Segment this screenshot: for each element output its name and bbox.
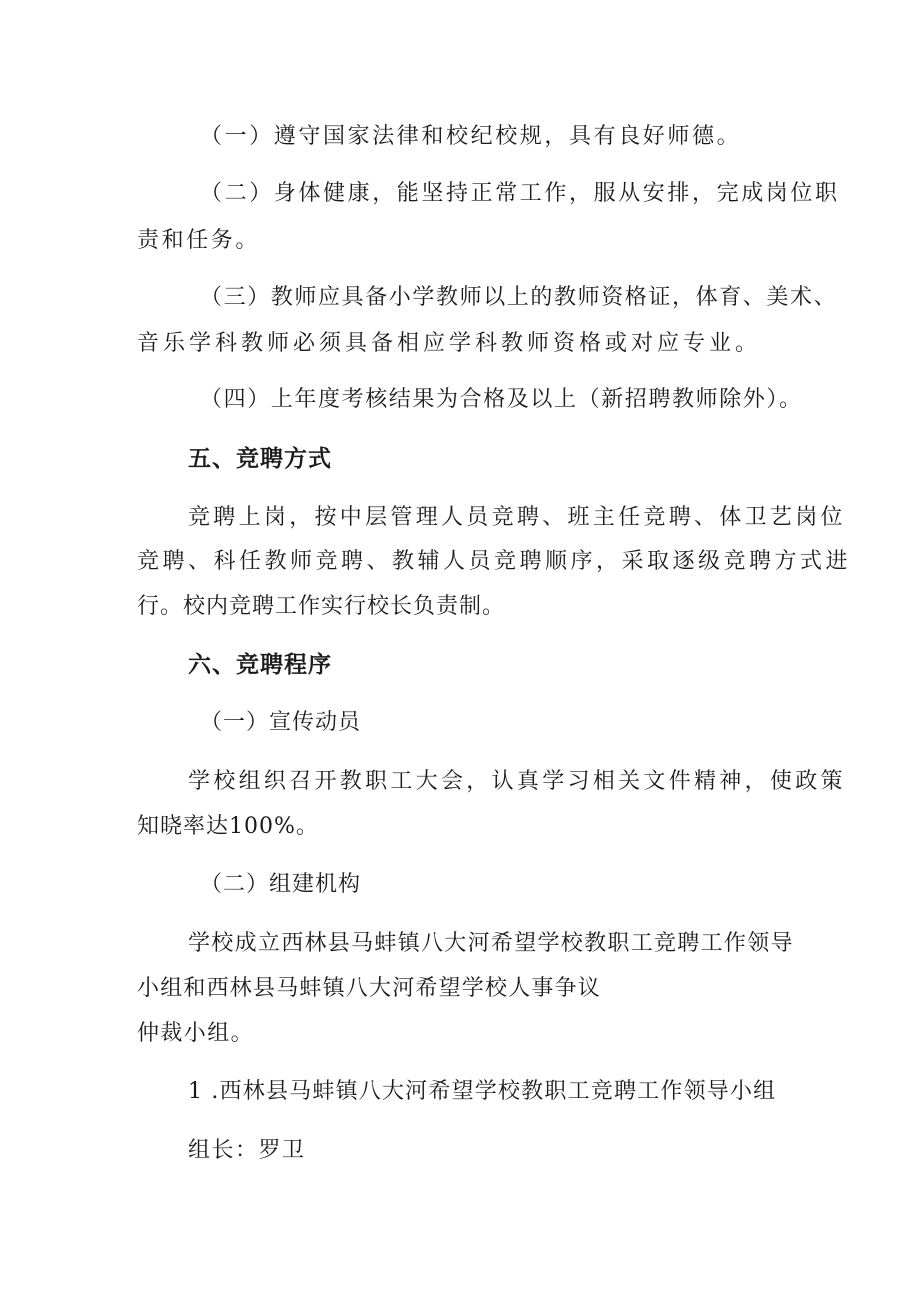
subsection-heading-1: （一）宣传动员 (200, 710, 362, 735)
section-5-para-line-3: 行。校内竞聘工作实行校长负责制。 (137, 594, 506, 619)
group-list-item-1: 1 .西林县马蚌镇八大河希望学校教职工竞聘工作领导小组 (188, 1079, 777, 1104)
section-5-para-line-1: 竞聘上岗，按中层管理人员竞聘、班主任竞聘、体卫艺岗位 (188, 505, 846, 530)
subsection-2-para-line-1: 学校成立西林县马蚌镇八大河希望学校教职工竞聘工作领导 (188, 931, 794, 956)
requirement-item-1: （一）遵守国家法律和校纪校规，具有良好师德。 (200, 124, 742, 149)
requirement-item-4: （四）上年度考核结果为合格及以上（新招聘教师除外）。 (200, 387, 803, 412)
group-leader-line: 组长：罗卫 (188, 1138, 306, 1163)
requirement-item-3-line-1: （三）教师应具备小学教师以上的教师资格证，体育、美术、 (200, 285, 838, 310)
section-5-para-line-2: 竞聘、科任教师竞聘、教辅人员竞聘顺序，采取逐级竞聘方式进 (137, 549, 852, 574)
section-heading-5: 五、竞聘方式 (188, 446, 332, 472)
subsection-heading-2: （二）组建机构 (200, 872, 362, 897)
subsection-1-para-line-1: 学校组织召开教职工大会，认真学习相关文件精神，使政策 (188, 769, 846, 794)
section-heading-6: 六、竞聘程序 (188, 652, 332, 678)
subsection-1-para-line-2: 知晓率达100%。 (137, 814, 319, 839)
subsection-2-para-line-3: 仲裁小组。 (137, 1021, 255, 1046)
requirement-item-2-line-1: （二）身体健康，能坚持正常工作，服从安排，完成岗位职 (200, 181, 840, 206)
requirement-item-3-line-2: 音乐学科教师必须具备相应学科教师资格或对应专业。 (137, 331, 762, 356)
subsection-2-para-line-2: 小组和西林县马蚌镇八大河希望学校人事争议 (137, 976, 602, 1001)
requirement-item-2-line-2: 责和任务。 (137, 228, 261, 253)
